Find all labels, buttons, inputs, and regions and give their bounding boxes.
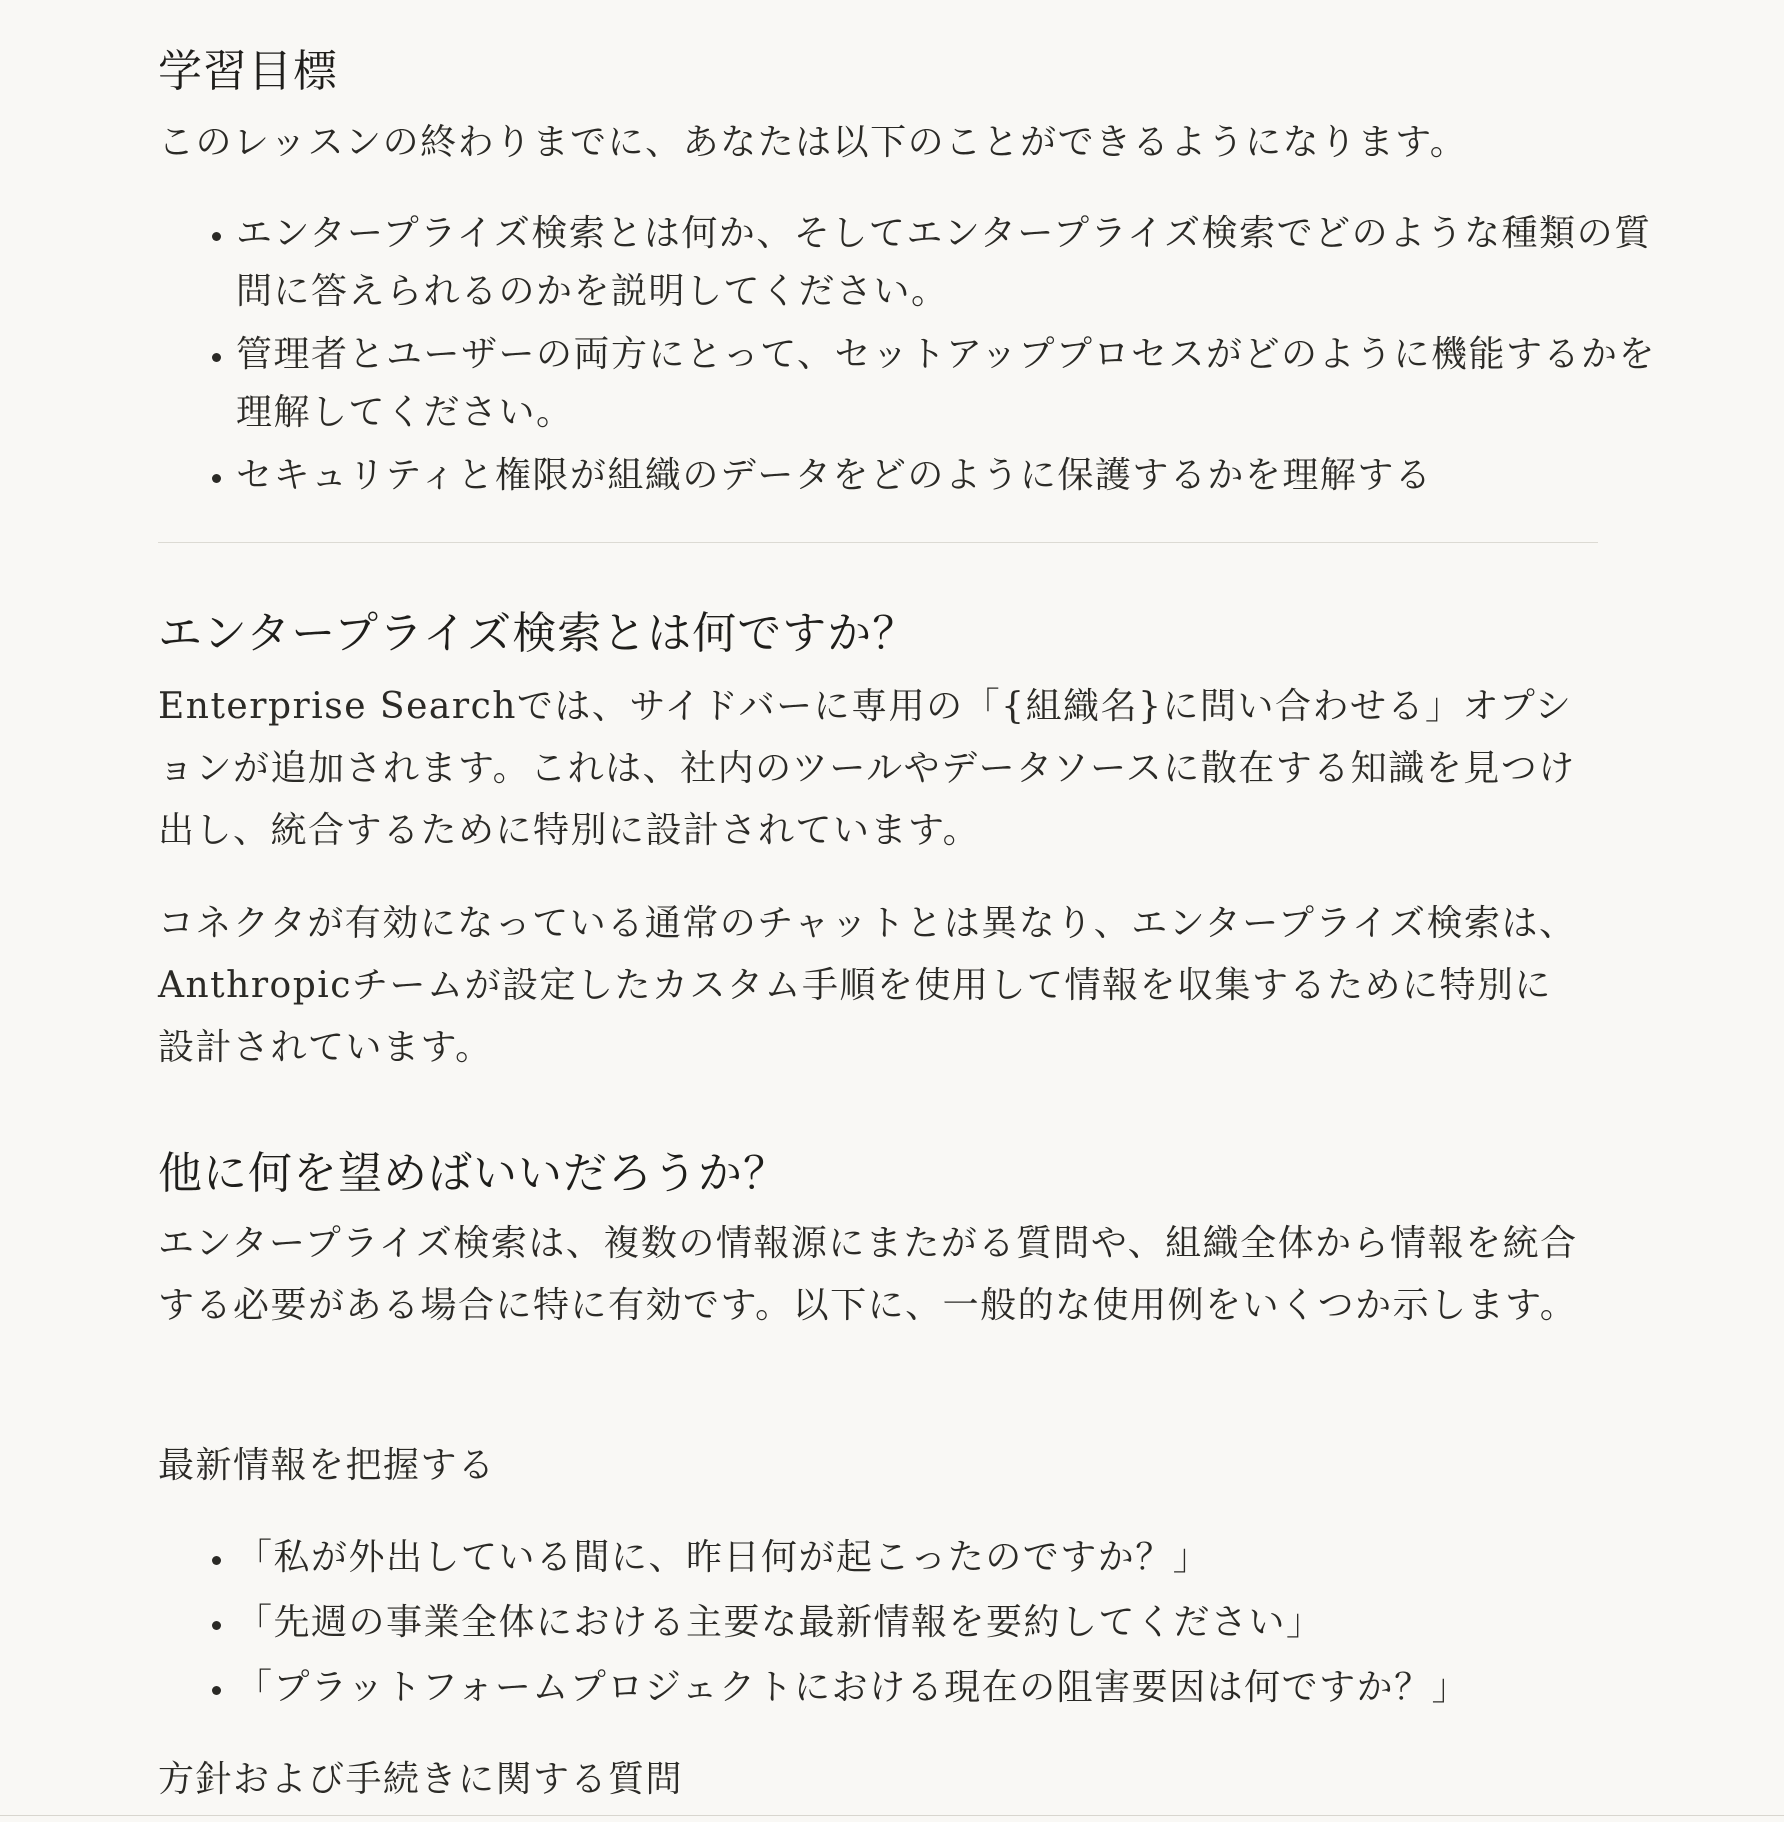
subheading-stay-updated: 最新情報を把握する <box>158 1445 496 1486</box>
objectives-heading: 学習目標 <box>158 46 338 97</box>
what-else-paragraph: エンタープライズ検索は、複数の情報源にまたがる質問や、組織全体から情報を統合する必要がある場合に特に有効です。以下に、一般的な使用例をいくつか示します。 <box>158 1223 1578 1326</box>
list-item: • 「先週の事業全体における主要な最新情報を要約してください」 <box>236 1594 1666 1652</box>
page-bottom-border <box>0 1815 1784 1816</box>
list-item: • 「私が外出している間に、昨日何が起こったのですか？」 <box>236 1529 1666 1587</box>
list-item: • 「プラットフォームプロジェクトにおける現在の阻害要因は何ですか？」 <box>236 1659 1666 1717</box>
list-item: • エンタープライズ検索とは何か、そしてエンタープライズ検索でどのような種類の質問に答えられるのかを説明してください。 <box>236 205 1666 321</box>
subheading-policy: 方針および手続きに関する質問 <box>158 1759 684 1800</box>
what-is-paragraph-1: Enterprise Searchでは、サイドバーに専用の「{組織名}に問い合わせる」オプションが追加されます。これは、社内のツールやデータソースに散在する知識を見つけ出し、統合するために特別に設計されています。 <box>158 686 1576 851</box>
objectives-list <box>158 205 1666 505</box>
use-case-list <box>158 1529 1666 1717</box>
list-item: • セキュリティと権限が組織のデータをどのように保護するかを理解する <box>236 447 1666 505</box>
list-item: • 管理者とユーザーの両方にとって、セットアッププロセスがどのように機能するかを理解してください。 <box>236 326 1666 442</box>
what-is-paragraph-2: コネクタが有効になっている通常のチャットとは異なり、エンタープライズ検索は、Anthropicチームが設定したカスタム手順を使用して情報を収集するために特別に設計されています。 <box>158 903 1577 1068</box>
what-else-heading: 他に何を望めばいいだろうか？ <box>158 1148 788 1199</box>
objectives-intro: このレッスンの終わりまでに、あなたは以下のことができるようになります。 <box>158 122 1468 163</box>
section-divider <box>158 542 1598 543</box>
what-is-heading: エンタープライズ検索とは何ですか？ <box>158 608 918 659</box>
